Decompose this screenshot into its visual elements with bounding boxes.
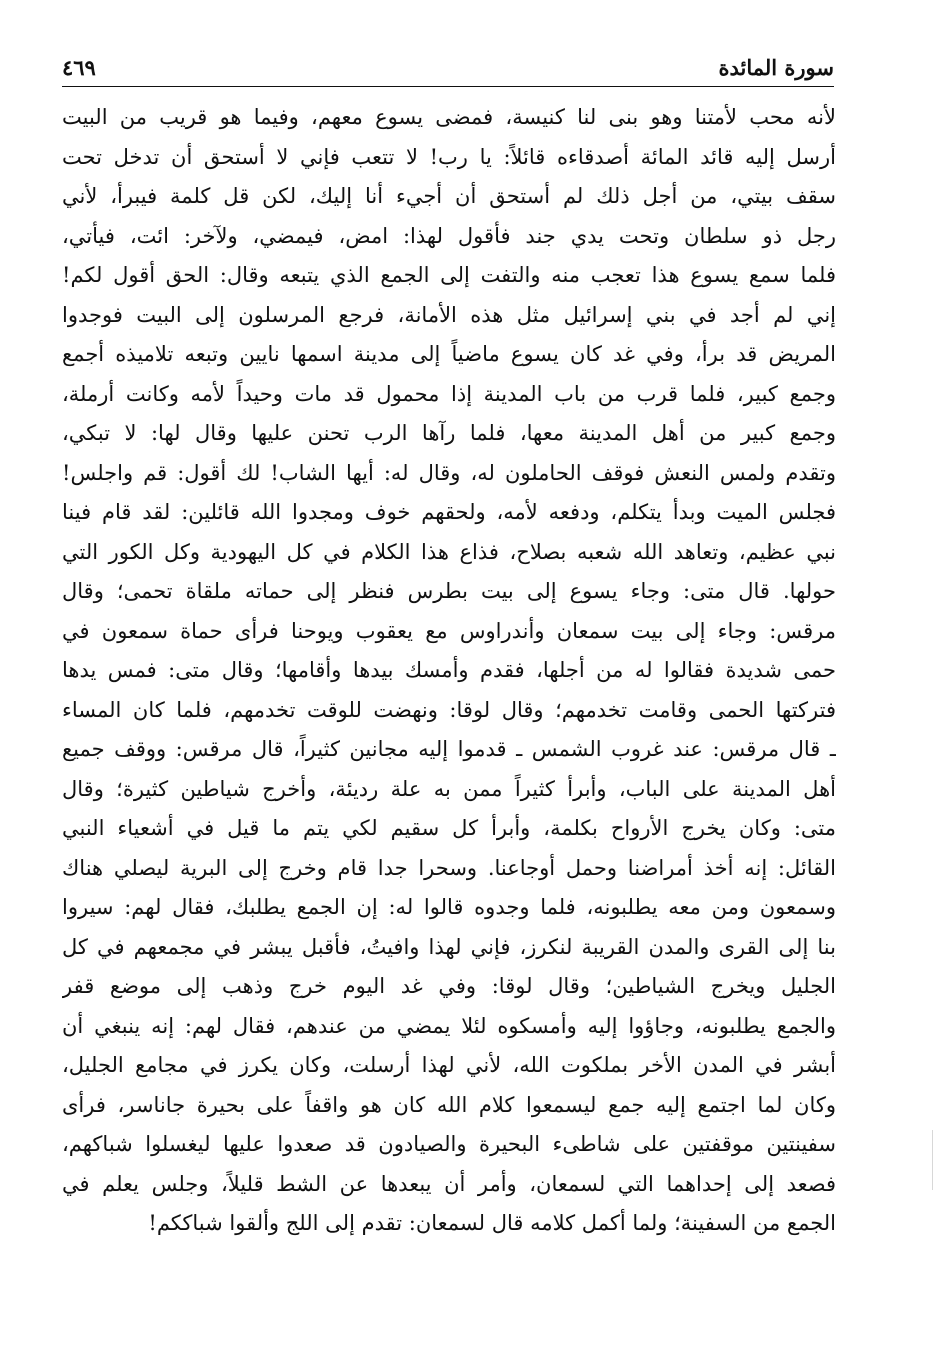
- text-line: وجمع كبير من أهل المدينة معها، فلما رآها الرب تحنن عليها وقال لها: لا تبكي،: [62, 421, 836, 445]
- text-line: لأنه محب لأمتنا وهو بنى لنا كنيسة، فمضى يسوع معهم، وفيما هو قريب من البيت: [62, 105, 836, 129]
- scan-margin-mark: [932, 1130, 933, 1190]
- text-line: رجل ذو سلطان وتحت يدي جند فأقول لهذا: امض، فيمضي، ولآخر: ائت، فيأتي،: [62, 223, 836, 248]
- text-line: بنا إلى القرى والمدن القريبة لنكرز، فإني لهذا وافيتُ، فأقبل يبشر في مجمعهم في كل: [62, 934, 836, 959]
- text-line: سفينتين موقفتين على شاطىء البحيرة والصيادون قد صعدوا عليها ليغسلوا شباكهم،: [62, 1132, 836, 1156]
- text-line: وجمع كبير، فلما قرب من باب المدينة إذا محمول قد مات وحيداً لأمه وكانت أرملة،: [62, 381, 836, 406]
- text-line: الجليل ويخرج الشياطين؛ وقال لوقا: وفي غد اليوم خرج وذهب إلى موضع قفر: [62, 974, 836, 998]
- text-line: فتركتها الحمى وقامت تخدمهم؛ وقال لوقا: ونهضت للوقت تخدمهم، فلما كان المساء: [62, 697, 836, 722]
- text-line: متى: وكان يخرج الأرواح بكلمة، وأبرأ كل سقيم لكي يتم ما قيل في أشعياء النبي: [62, 816, 836, 840]
- page-number: ٤٦٩: [62, 55, 96, 80]
- body-text: [62, 98, 836, 1244]
- text-line: أبشر في المدن الأخر بملكوت الله، لأني لهذا أرسلت، وكان يكرز في مجامع الجليل،: [62, 1053, 836, 1077]
- text-line: وتقدم ولمس النعش فوقف الحاملون له، وقال له: أيها الشاب! لك أقول: قم واجلس!: [62, 460, 836, 485]
- text-line: وكان لما اجتمع إليه جمع ليسمعوا كلام الله كان هو واقفاً على بحيرة جاناسر، فرأى: [62, 1092, 836, 1117]
- text-line: وسمعون ومن معه يطلبونه، فلما وجدوه قالوا له: إن الجمع يطلبك، فقال لهم: سيروا: [62, 895, 836, 919]
- text-line: حولها. قال متى: وجاء يسوع إلى بيت بطرس فنظر إلى حماته ملقاة تحمى؛ وقال: [62, 579, 836, 603]
- text-line: فصعد إلى إحداهما التي لسمعان، وأمر أن يبعدها عن الشط قليلاً، وجلس يعلم في: [62, 1171, 836, 1196]
- text-line: سقف بيتي، من أجل ذلك لم أستحق أن أجيء أنا إليك، لكن قل كلمة فيبرأ، لأني: [62, 184, 836, 208]
- text-line: أرسل إليه قائد المائة أصدقاءه قائلاً: يا رب! لا تتعب فإني لا أستحق أن تدخل تحت: [62, 144, 836, 169]
- text-line: حمى شديدة فقالوا له من أجلها، فقدم وأمسك بيدها وأقامها؛ وقال متى: فمس يدها: [62, 658, 836, 682]
- text-line: أهل المدينة على الباب، وأبرأ كثيراً ممن به علة رديئة، وأخرج شياطين كثيرة؛ وقال: [62, 776, 836, 801]
- text-line: إني لم أجد في بني إسرائيل مثل هذه الأمانة، فرجع المرسلون إلى البيت فوجدوا: [62, 302, 836, 327]
- running-title: سورة المائدة: [718, 55, 834, 80]
- text-line: المريض قد برأ، وفي غد كان يسوع ماضياً إلى مدينة اسمها نايين وتبعه تلاميذه أجمع: [62, 342, 836, 366]
- text-line: مرقس: وجاء إلى بيت سمعان وأندراوس مع يعقوب ويوحنا فرأى حماة سمعون في: [62, 618, 836, 643]
- text-line: القائل: إنه أخذ أمراضنا وحمل أوجاعنا. وسحرا جدا قام وخرج إلى البرية ليصلي هناك: [62, 855, 836, 880]
- text-line: فلما سمع يسوع هذا تعجب منه والتفت إلى الجمع الذي يتبعه وقال: الحق أقول لكم!: [62, 263, 836, 287]
- page-header: [62, 48, 834, 88]
- header-divider: [62, 86, 834, 87]
- text-line: نبي عظيم، وتعاهد الله شعبه بصلاح، فذاع هذا الكلام في كل اليهودية وكل الكور التي: [62, 539, 836, 564]
- text-line: والجمع يطلبونه، وجاؤوا إليه وأمسكوه لئلا يمضي من عندهم، فقال لهم: إنه ينبغي أن: [62, 1013, 836, 1038]
- text-line: فجلس الميت وبدأ يتكلم، ودفعه لأمه، ولحقهم خوف ومجدوا الله قائلين: لقد قام فينا: [62, 500, 836, 524]
- text-line: ـ قال مرقس: عند غروب الشمس ـ قدموا إليه مجانين كثيراً، قال مرقس: ووقف جميع: [62, 737, 836, 761]
- text-line-last: الجمع من السفينة؛ ولما أكمل كلامه قال لسمعان: تقدم إلى اللج وألقوا شباككم!: [148, 1211, 836, 1235]
